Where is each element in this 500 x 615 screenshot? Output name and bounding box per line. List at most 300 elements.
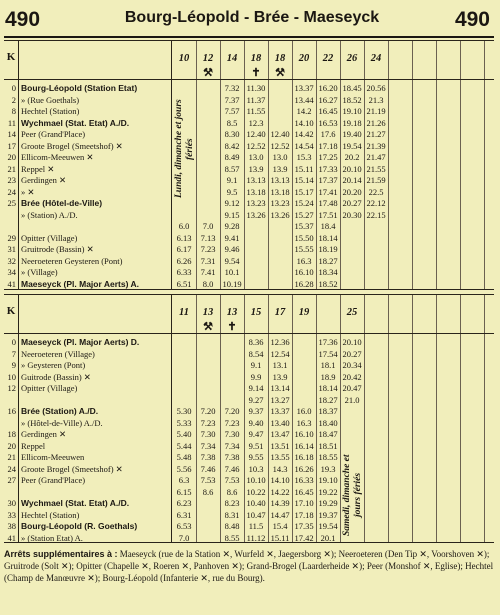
time-cell: 20.47	[342, 383, 362, 393]
time-cell: 18.55	[318, 452, 338, 462]
time-cell: 20.27	[342, 198, 362, 208]
row-station: Peer (Grand'Place)	[21, 475, 86, 485]
time-cell: 17.41	[318, 186, 338, 197]
time-cell: 7.53	[224, 475, 240, 485]
time-cell	[460, 129, 484, 141]
time-cell: 12.52	[270, 140, 290, 151]
train-number: 18	[250, 53, 262, 64]
row-station: » (Station) A./D.	[21, 209, 78, 220]
time-cell: 11.37	[246, 94, 266, 105]
row-km: 20	[7, 440, 16, 451]
time-cell: 17.18	[318, 140, 338, 151]
time-cell: 7.57	[224, 106, 240, 116]
time-cell: 7.34	[224, 440, 240, 451]
time-cell	[388, 187, 412, 199]
time-cell	[412, 360, 436, 372]
time-cell: 7.13	[200, 232, 216, 243]
time-cell: 17.48	[318, 198, 338, 208]
time-cell	[412, 221, 436, 233]
time-cell	[460, 452, 484, 464]
time-cell	[364, 475, 388, 487]
time-cell	[220, 337, 244, 349]
time-cell: 10.40	[246, 498, 266, 508]
time-cell: 12.52	[246, 140, 266, 151]
time-cell: 17.18	[294, 509, 314, 520]
time-cell: 8.5	[226, 117, 238, 128]
time-cell: 7.41	[200, 267, 216, 277]
time-cell: 21.59	[366, 175, 386, 185]
time-cell: 10.10	[246, 475, 266, 485]
time-cell: 11.30	[246, 83, 266, 93]
time-cell	[388, 464, 412, 476]
time-cell: 9.37	[248, 406, 264, 416]
time-cell: 8.23	[224, 498, 240, 508]
time-cell	[364, 533, 388, 545]
time-cell: 6.31	[176, 509, 192, 520]
row-km	[4, 395, 18, 407]
row-km: 0	[11, 83, 16, 93]
time-cell: 14.47	[270, 509, 290, 520]
time-cell: 13.51	[270, 440, 290, 451]
time-cell: 9.9	[250, 371, 262, 382]
row-station: Reppel ✕	[21, 163, 55, 174]
time-cell	[388, 429, 412, 441]
time-cell	[460, 533, 484, 545]
row-station: Maeseyck (Pl. Major Aerts) A.	[21, 278, 139, 289]
time-cell	[388, 510, 412, 522]
timetable-block-outbound	[4, 40, 494, 290]
time-cell	[364, 256, 388, 268]
time-cell	[388, 418, 412, 430]
time-cell	[388, 210, 412, 222]
time-cell	[388, 383, 412, 395]
time-cell: 14.54	[294, 140, 314, 151]
time-cell	[172, 337, 196, 349]
time-cell: 5.56	[176, 463, 192, 474]
time-cell: 22.12	[366, 198, 386, 208]
time-cell	[340, 429, 364, 441]
line-number-right: 490	[454, 8, 490, 31]
row-station: Bourg-Léopold (R. Goethals)	[21, 521, 138, 531]
time-cell: 15.50	[294, 232, 314, 243]
time-cell	[364, 521, 388, 533]
km-header: K	[6, 305, 16, 317]
header-rule	[4, 79, 494, 80]
time-cell: 14.42	[294, 129, 314, 139]
time-cell: 9.5	[226, 186, 238, 197]
header-rule	[4, 36, 494, 38]
time-cell: 8.57	[224, 163, 240, 174]
time-cell	[460, 337, 484, 349]
time-cell: 16.14	[294, 440, 314, 451]
time-cell: 16.20	[318, 83, 338, 93]
row-station: Ellicom-Meeuwen	[21, 452, 85, 462]
time-cell	[364, 487, 388, 499]
time-cell: 22.5	[368, 186, 384, 197]
time-cell: 7.34	[200, 440, 216, 451]
time-cell: 6.17	[176, 244, 192, 254]
time-cell: 7.53	[200, 475, 216, 485]
time-cell	[436, 83, 460, 95]
time-cell	[340, 279, 364, 291]
service-days-note: Lundi, dimanche et jours fériés	[174, 99, 195, 199]
time-cell	[268, 267, 292, 279]
time-cell: 14.22	[270, 486, 290, 497]
time-cell	[172, 83, 196, 95]
time-cell	[412, 256, 436, 268]
row-km: 25	[7, 198, 16, 208]
footnote-title: Arrêts supplémentaires à :	[4, 549, 118, 559]
row-km: 21	[7, 452, 16, 462]
row-station: Maeseyck (Pl. Major Aerts) D.	[21, 337, 140, 347]
time-cell	[268, 95, 292, 107]
time-cell	[364, 406, 388, 418]
timetable-header	[0, 0, 500, 38]
time-cell	[412, 395, 436, 407]
time-cell: 20.1	[320, 532, 336, 543]
row-station: Gruitrode (Bassin) ✕	[21, 244, 94, 254]
time-cell: 5.44	[176, 440, 192, 451]
time-cell	[340, 233, 364, 245]
time-cell: 19.54	[342, 140, 362, 151]
time-cell: 12.40	[246, 129, 266, 139]
time-cell: 7.23	[224, 417, 240, 428]
time-cell: 9.1	[226, 175, 238, 185]
time-cell	[268, 279, 292, 291]
time-cell	[412, 406, 436, 418]
time-cell: 16.3	[296, 417, 312, 428]
time-cell	[436, 337, 460, 349]
time-cell	[436, 95, 460, 107]
time-cell: 8.54	[248, 348, 264, 359]
time-cell: 20.30	[342, 209, 362, 220]
row-km	[4, 221, 18, 233]
train-number: 10	[178, 53, 190, 64]
time-cell: 20.34	[342, 360, 362, 370]
time-cell: 7.0	[178, 532, 190, 543]
time-cell	[460, 475, 484, 487]
time-cell	[460, 175, 484, 187]
time-cell	[436, 129, 460, 141]
row-station: Peer (Grand'Place)	[21, 129, 86, 139]
time-cell: 8.42	[224, 140, 240, 151]
time-cell: 9.40	[248, 417, 264, 428]
time-cell	[436, 521, 460, 533]
time-cell: 15.27	[294, 209, 314, 220]
time-cell	[412, 106, 436, 118]
time-cell: 13.9	[248, 163, 264, 174]
row-km: 41	[7, 532, 16, 543]
row-km: 11	[7, 117, 16, 128]
header-rule	[4, 333, 494, 334]
row-station: Neeroeteren (Village)	[21, 348, 95, 359]
time-cell: 13.23	[270, 198, 290, 208]
time-cell: 14.2	[296, 106, 312, 116]
time-cell	[460, 279, 484, 291]
time-cell: 20.27	[342, 348, 362, 359]
time-cell	[268, 118, 292, 130]
time-cell	[244, 233, 268, 245]
train-mark: ⚒	[203, 321, 213, 333]
time-cell: 15.3	[296, 152, 312, 162]
time-cell: 9.28	[224, 221, 240, 231]
row-km	[4, 487, 18, 499]
time-cell: 9.54	[224, 255, 240, 266]
time-cell: 18.9	[320, 371, 336, 382]
time-cell	[340, 256, 364, 268]
time-cell: 12.40	[270, 129, 290, 139]
time-cell	[196, 360, 220, 372]
time-cell	[436, 429, 460, 441]
time-cell: 13.14	[270, 383, 290, 393]
row-station: Neeroeteren Geysteren (Pont)	[21, 255, 123, 266]
time-cell: 7.37	[224, 94, 240, 105]
time-cell: 19.3	[320, 463, 336, 474]
train-number: 24	[370, 53, 382, 64]
service-days-note: Samedi, dimanche et jours fériés	[342, 454, 363, 536]
row-km: 31	[7, 244, 16, 254]
time-cell: 18.34	[318, 267, 338, 277]
time-cell: 11.5	[248, 521, 264, 531]
time-cell	[340, 418, 364, 430]
time-cell	[460, 487, 484, 499]
time-cell: 8.55	[224, 532, 240, 543]
time-cell	[196, 510, 220, 522]
time-cell	[220, 372, 244, 384]
row-km: 32	[7, 255, 16, 266]
time-cell: 13.23	[246, 198, 266, 208]
time-cell	[388, 118, 412, 130]
row-station	[18, 221, 171, 233]
time-cell	[436, 106, 460, 118]
time-cell: 6.15	[176, 486, 192, 497]
time-cell	[436, 256, 460, 268]
time-cell	[460, 152, 484, 164]
time-cell: 15.11	[270, 532, 290, 543]
time-cell	[268, 106, 292, 118]
time-cell	[460, 83, 484, 95]
time-cell: 7.32	[224, 83, 240, 93]
time-cell	[364, 395, 388, 407]
time-cell: 19.22	[318, 486, 338, 497]
time-cell	[268, 256, 292, 268]
time-cell: 20.10	[342, 337, 362, 347]
row-km: 7	[11, 348, 16, 359]
time-cell: 8.31	[224, 509, 240, 520]
time-cell	[220, 349, 244, 361]
time-cell	[388, 233, 412, 245]
time-cell: 7.30	[224, 429, 240, 439]
time-cell	[412, 349, 436, 361]
time-cell	[412, 487, 436, 499]
time-cell: 10.3	[248, 463, 264, 474]
row-km: 24	[7, 463, 16, 474]
time-cell	[196, 152, 220, 164]
time-cell: 16.45	[318, 106, 338, 116]
time-cell	[436, 441, 460, 453]
time-cell	[364, 279, 388, 291]
row-station: Brée (Station) A./D.	[21, 406, 99, 416]
time-cell: 6.23	[176, 498, 192, 508]
time-cell: 21.39	[366, 140, 386, 151]
time-cell: 16.3	[296, 255, 312, 266]
time-cell: 6.0	[178, 221, 190, 231]
time-cell: 17.10	[294, 498, 314, 508]
time-cell	[412, 83, 436, 95]
time-cell	[196, 198, 220, 210]
time-cell	[388, 141, 412, 153]
time-cell	[412, 129, 436, 141]
time-cell	[268, 233, 292, 245]
train-number: 12	[202, 53, 214, 64]
time-cell	[436, 372, 460, 384]
train-mark: ⚒	[275, 67, 285, 79]
time-cell: 17.42	[294, 532, 314, 543]
time-cell: 16.33	[294, 475, 314, 485]
time-cell	[364, 452, 388, 464]
time-cell: 20.42	[342, 371, 362, 382]
time-cell: 15.37	[294, 221, 314, 231]
time-cell: 18.52	[342, 94, 362, 105]
time-cell	[244, 279, 268, 291]
row-station: » (Station Etat) A.	[21, 532, 83, 543]
time-cell	[412, 198, 436, 210]
time-cell	[412, 267, 436, 279]
time-cell: 9.12	[224, 198, 240, 208]
time-cell	[412, 152, 436, 164]
time-cell: 17.36	[318, 337, 338, 347]
time-cell	[196, 521, 220, 533]
time-cell: 6.3	[178, 475, 190, 485]
train-number: 22	[322, 53, 334, 64]
row-station: » (Hôtel-de-Ville) A./D.	[21, 417, 103, 428]
time-cell: 13.26	[270, 209, 290, 220]
train-number: 20	[298, 53, 310, 64]
row-km: 29	[7, 232, 16, 243]
time-cell: 9.1	[250, 360, 262, 370]
train-number: 14	[226, 53, 238, 64]
time-cell: 7.31	[200, 255, 216, 266]
time-cell	[412, 521, 436, 533]
time-cell: 13.26	[246, 209, 266, 220]
time-cell	[172, 383, 196, 395]
time-cell	[220, 383, 244, 395]
time-cell	[436, 395, 460, 407]
time-cell	[364, 441, 388, 453]
train-number: 18	[274, 53, 286, 64]
time-cell: 20.14	[342, 175, 362, 185]
time-cell: 19.10	[342, 106, 362, 116]
row-km: 12	[7, 383, 16, 393]
time-cell	[388, 349, 412, 361]
time-cell: 16.28	[294, 278, 314, 289]
time-cell	[412, 441, 436, 453]
time-cell	[172, 210, 196, 222]
time-cell	[412, 244, 436, 256]
time-cell	[364, 221, 388, 233]
time-cell: 21.26	[366, 117, 386, 128]
time-cell	[388, 279, 412, 291]
time-cell: 9.46	[224, 244, 240, 254]
time-cell: 6.33	[176, 267, 192, 277]
time-cell	[292, 383, 316, 395]
time-cell: 7.0	[202, 221, 214, 231]
row-km: 9	[11, 360, 16, 370]
time-cell: 5.33	[176, 417, 192, 428]
time-cell: 12.36	[270, 337, 290, 347]
time-cell	[412, 210, 436, 222]
train-number: 11	[179, 307, 189, 318]
row-km	[4, 418, 18, 430]
row-km: 16	[7, 406, 16, 416]
time-cell	[412, 279, 436, 291]
time-cell	[460, 198, 484, 210]
row-km	[4, 210, 18, 222]
time-cell: 18.4	[320, 221, 336, 231]
time-cell	[412, 233, 436, 245]
time-cell	[436, 510, 460, 522]
train-number: 17	[274, 307, 286, 318]
row-station: Hechtel (Station)	[21, 106, 80, 116]
time-cell: 13.27	[270, 394, 290, 405]
row-km: 8	[11, 106, 16, 116]
time-cell: 21.19	[366, 106, 386, 116]
time-cell: 13.37	[270, 406, 290, 416]
time-cell	[340, 221, 364, 233]
time-cell	[364, 360, 388, 372]
time-cell	[436, 533, 460, 545]
timetable-block-return	[4, 294, 494, 543]
time-cell: 13.18	[246, 186, 266, 197]
time-cell	[364, 244, 388, 256]
row-km: 18	[7, 429, 16, 439]
time-cell	[244, 267, 268, 279]
time-cell	[436, 198, 460, 210]
time-cell	[196, 498, 220, 510]
time-cell: 18.47	[318, 429, 338, 439]
time-cell: 9.41	[224, 232, 240, 243]
time-cell: 10.47	[246, 509, 266, 520]
time-cell: 14.3	[272, 463, 288, 474]
time-cell	[244, 221, 268, 233]
time-cell	[460, 106, 484, 118]
time-cell: 16.10	[294, 429, 314, 439]
time-cell	[172, 372, 196, 384]
time-cell: 11.12	[246, 532, 266, 543]
time-cell	[460, 395, 484, 407]
train-number: 26	[346, 53, 358, 64]
time-cell	[460, 510, 484, 522]
time-cell: 17.25	[318, 152, 338, 162]
time-cell	[412, 418, 436, 430]
time-cell	[436, 360, 460, 372]
time-cell: 13.55	[270, 452, 290, 462]
time-cell	[220, 360, 244, 372]
row-station	[18, 487, 171, 499]
time-cell	[460, 267, 484, 279]
time-cell: 19.54	[318, 521, 338, 531]
row-station: Gerdingen ✕	[21, 175, 67, 185]
time-cell: 6.13	[176, 232, 192, 243]
time-cell: 7.46	[200, 463, 216, 474]
time-cell	[460, 429, 484, 441]
time-cell: 9.55	[248, 452, 264, 462]
time-cell: 15.24	[294, 198, 314, 208]
time-cell: 16.45	[294, 486, 314, 497]
time-cell	[268, 244, 292, 256]
time-cell	[388, 337, 412, 349]
row-station: Guitrode (Bassin) ✕	[21, 371, 91, 382]
